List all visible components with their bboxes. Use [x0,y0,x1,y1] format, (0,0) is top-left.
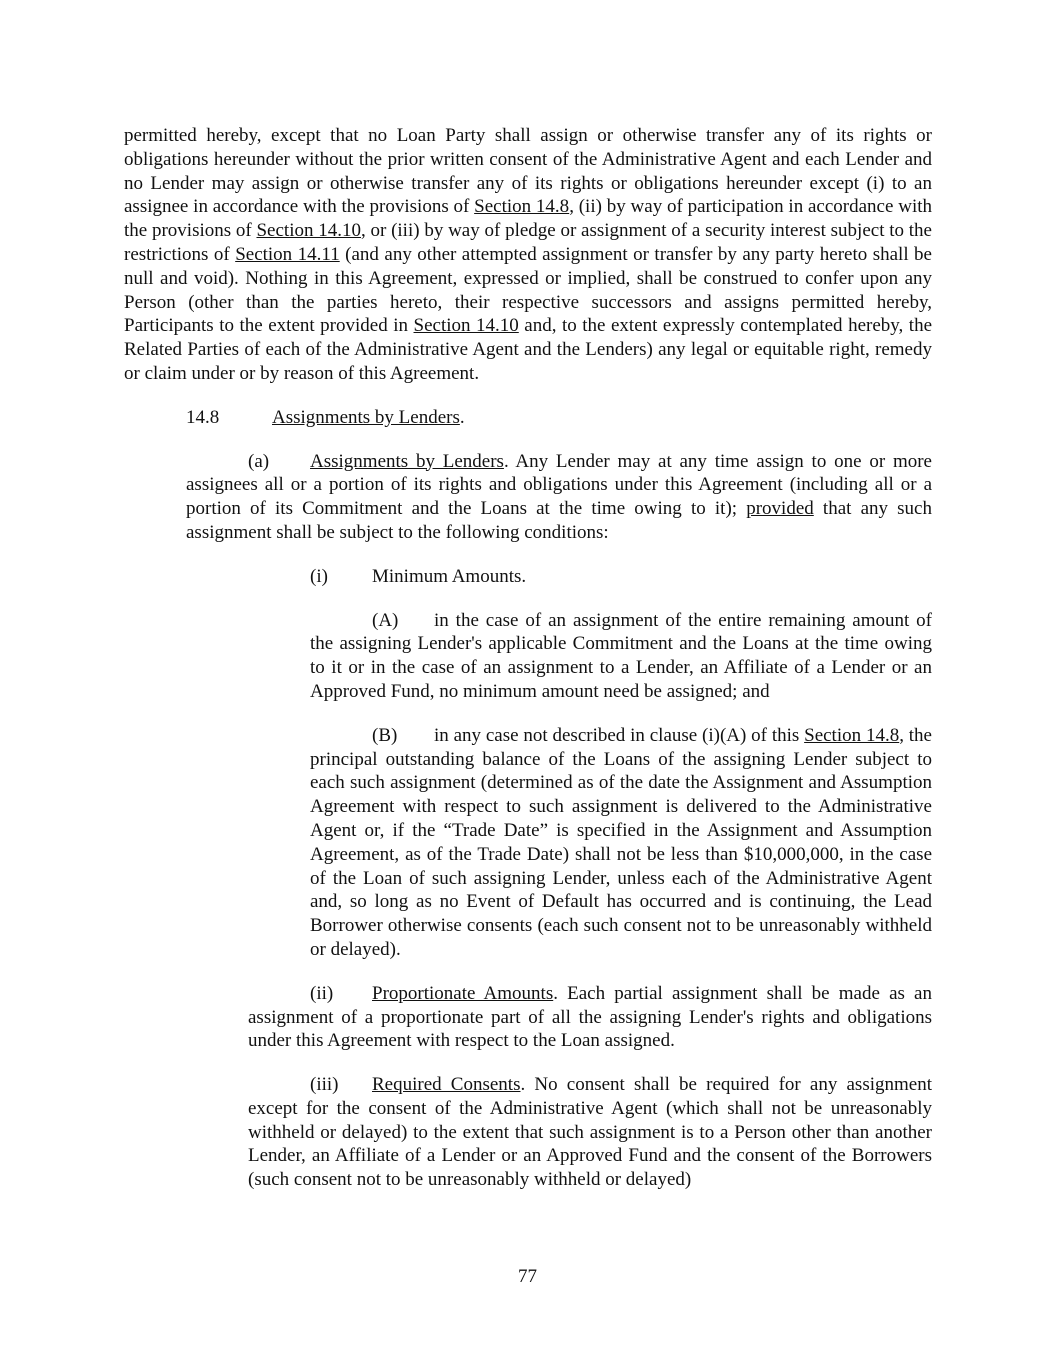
paragraph-heading: Proportionate Amounts [372,982,554,1004]
paragraph-label: (B) [372,724,398,746]
paragraph-label: (A) [372,609,399,631]
document-page [124,124,932,1192]
section-14-10-reference: Section 14.10 [256,220,361,242]
section-14-11-reference: Section 14.11 [235,243,340,265]
paragraph-label: (ii) [310,982,334,1004]
paragraph-B: (B) in any case not described in clause (i)(A) of this Section 14.8, the principal outstanding balance of the Loans of the assigning Lender subject to each such assignment (determined as of the date the Assignment and Assumption Agreement with respect to such assignment is delivered to the Administrative Agent or, if the “Trade Date” is specified in the Assignment and Assumption Agreement, as of the Trade Date) shall not be less than $10,000,000, in the case of the Loan of such assigning Lender, unless each of the Administrative Agent and, so long as no Event of Default has occurred and is continuing, the Lead Borrower otherwise consents (each such consent not to be unreasonably withheld or delayed). [310,724,932,960]
paragraph-label: (a) [248,450,270,472]
paragraph-a: (a) Assignments by Lenders. Any Lender may at any time assign to one or more assignees all or a portion of its rights and obligations under this Agreement (including all or a portion of its Commitment and the Loans at the time owing to it); provided that any such assignment shall be subject to the following conditions: [186,450,932,543]
section-14-8-reference: Section 14.8 [474,196,570,218]
section-14-10-reference: Section 14.10 [413,315,519,337]
provided-term: provided [746,498,814,520]
paragraph-iii: (iii) Required Consents. No consent shall be required for any assignment except for the consent of the Administrative Agent (which shall not be unreasonably withheld or delayed) to the extent that such assignment is to a Person other than another Lender, an Affiliate of a Lender or an Approved Fund and the consent of the Borrowers (such consent not to be unreasonably withheld or delayed) [248,1074,932,1191]
paragraph-heading: Assignments by Lenders [310,450,504,472]
section-14-8-reference: Section 14.8 [804,724,900,746]
paragraph-heading: Minimum Amounts. [372,565,527,587]
section-title: Assignments by Lenders [272,406,460,428]
paragraph-i [310,565,932,589]
paragraph-ii: (ii) Proportionate Amounts. Each partial assignment shall be made as an assignment of a proportionate part of all the assigning Lender's rights and obligations under this Agreement with respect to the Loan assigned. [248,982,932,1052]
paragraph-A: (A) in the case of an assignment of the entire remaining amount of the assigning Lender's applicable Commitment and the Loans at the time owing to it or in the case of an assignment to a Lender, an Affiliate of a Lender or an Approved Fund, no minimum amount need be assigned; and [310,609,932,702]
section-heading: 14.8 Assignments by Lenders. [186,406,465,428]
paragraph-label: (iii) [310,1074,339,1096]
page-number: 77 [518,1266,537,1287]
paragraph-label: (i) [310,565,328,587]
section-number: 14.8 [186,406,220,428]
intro-paragraph: permitted hereby, except that no Loan Party shall assign or otherwise transfer any of its rights or obligations hereunder without the prior written consent of the Administrative Agent and each Lender and no Lender may assign or otherwise transfer any of its rights or obligations hereunder except (i) to an assignee in accordance with the provisions of Section 14.8, (ii) by way of participation in accordance with the provisions of Section 14.10, or (iii) by way of pledge or assignment of a security interest subject to the restrictions of Section 14.11 (and any other attempted assignment or transfer by any party hereto shall be null and void). Nothing in this Agreement, expressed or implied, shall be construed to confer upon any Person (other than the parties hereto, their respective successors and assigns permitted hereby, Participants to the extent provided in Section 14.10 and, to the extent expressly contemplated hereby, the Related Parties of each of the Administrative Agent and the Lenders) any legal or equitable right, remedy or claim under or by reason of this Agreement. [124,125,933,384]
paragraph-heading: Required Consents [372,1074,521,1096]
